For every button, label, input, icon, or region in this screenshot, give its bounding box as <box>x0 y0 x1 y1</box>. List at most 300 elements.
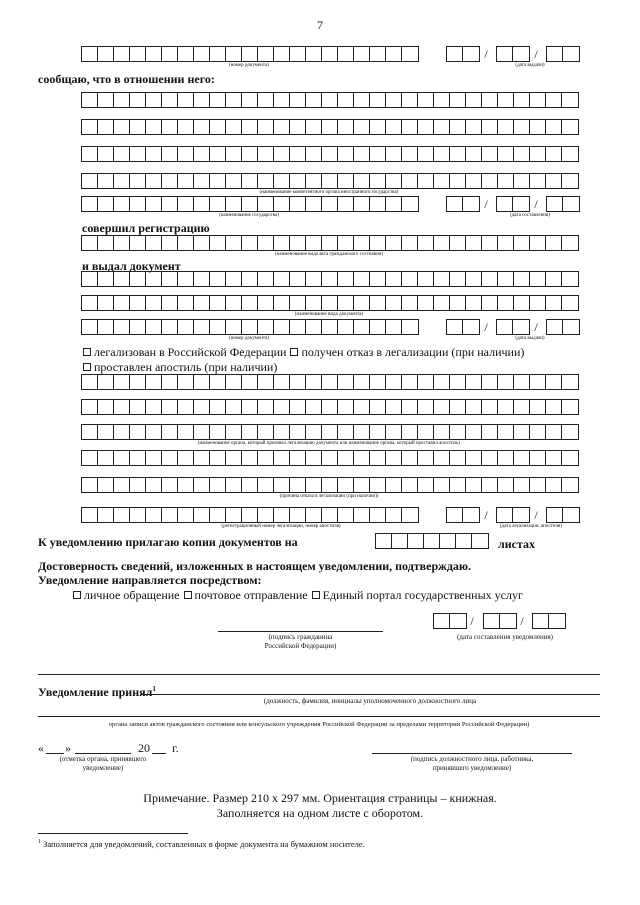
entry-cell[interactable] <box>210 197 226 211</box>
entry-cell[interactable] <box>98 197 114 211</box>
entry-cell[interactable] <box>98 296 114 310</box>
entry-cell[interactable] <box>466 296 482 310</box>
entry-cell[interactable] <box>258 508 274 522</box>
entry-cell[interactable] <box>482 272 498 286</box>
entry-cell[interactable] <box>242 478 258 492</box>
entry-cell[interactable] <box>434 478 450 492</box>
entry-cell[interactable] <box>194 174 210 188</box>
entry-cell[interactable] <box>130 197 146 211</box>
entry-cell[interactable] <box>434 120 450 134</box>
entry-cell[interactable] <box>547 47 563 61</box>
entry-cell[interactable] <box>258 451 274 465</box>
entry-cell[interactable] <box>146 451 162 465</box>
entry-cell[interactable] <box>386 425 402 439</box>
entry-cell[interactable] <box>562 147 578 161</box>
entry-cell[interactable] <box>466 478 482 492</box>
entry-cell[interactable] <box>498 236 514 250</box>
entry-cell[interactable] <box>98 400 114 414</box>
entry-cell[interactable] <box>450 296 466 310</box>
entry-cell[interactable] <box>82 47 98 61</box>
entry-cell[interactable] <box>402 47 418 61</box>
entry-cell[interactable] <box>549 614 565 628</box>
entry-cell[interactable] <box>242 120 258 134</box>
entry-cell[interactable] <box>98 375 114 389</box>
entry-cell[interactable] <box>434 614 450 628</box>
entry-cell[interactable] <box>290 508 306 522</box>
doc-number-grid-2[interactable] <box>81 319 419 335</box>
entry-cell[interactable] <box>162 478 178 492</box>
entry-cell[interactable] <box>290 236 306 250</box>
entry-cell[interactable] <box>322 47 338 61</box>
entry-cell[interactable] <box>450 478 466 492</box>
entry-cell[interactable] <box>178 174 194 188</box>
entry-cell[interactable] <box>402 236 418 250</box>
entry-cell[interactable] <box>114 197 130 211</box>
entry-cell[interactable] <box>354 425 370 439</box>
entry-cell[interactable] <box>258 400 274 414</box>
entry-cell[interactable] <box>562 296 578 310</box>
entry-cell[interactable] <box>386 400 402 414</box>
entry-cell[interactable] <box>354 375 370 389</box>
legalization-year-grid[interactable] <box>546 507 580 523</box>
entry-cell[interactable] <box>386 197 402 211</box>
notice-day-grid[interactable] <box>433 613 467 629</box>
organ-line[interactable] <box>38 716 600 717</box>
entry-cell[interactable] <box>418 236 434 250</box>
entry-cell[interactable] <box>306 197 322 211</box>
day-line[interactable] <box>46 753 64 754</box>
entry-cell[interactable] <box>562 120 578 134</box>
entry-cell[interactable] <box>226 236 242 250</box>
entry-cell[interactable] <box>484 614 500 628</box>
entry-cell[interactable] <box>338 451 354 465</box>
entry-cell[interactable] <box>306 320 322 334</box>
entry-cell[interactable] <box>497 197 513 211</box>
entry-cell[interactable] <box>306 451 322 465</box>
entry-cell[interactable] <box>482 425 498 439</box>
entry-cell[interactable] <box>547 320 563 334</box>
entry-cell[interactable] <box>514 272 530 286</box>
entry-cell[interactable] <box>130 508 146 522</box>
entry-cell[interactable] <box>146 320 162 334</box>
entry-cell[interactable] <box>562 478 578 492</box>
entry-cell[interactable] <box>178 451 194 465</box>
entry-cell[interactable] <box>562 425 578 439</box>
entry-cell[interactable] <box>482 120 498 134</box>
entry-cell[interactable] <box>226 147 242 161</box>
entry-cell[interactable] <box>178 197 194 211</box>
entry-cell[interactable] <box>306 93 322 107</box>
entry-cell[interactable] <box>370 425 386 439</box>
entry-cell[interactable] <box>274 375 290 389</box>
entry-cell[interactable] <box>370 320 386 334</box>
entry-cell[interactable] <box>370 197 386 211</box>
reg-number-grid[interactable] <box>81 507 419 523</box>
state-name-grid[interactable] <box>81 196 419 212</box>
competent-org-row[interactable] <box>81 92 579 108</box>
entry-cell[interactable] <box>354 508 370 522</box>
entry-cell[interactable] <box>162 93 178 107</box>
entry-cell[interactable] <box>386 236 402 250</box>
entry-cell[interactable] <box>530 93 546 107</box>
entry-cell[interactable] <box>130 296 146 310</box>
entry-cell[interactable] <box>386 93 402 107</box>
citizen-signature-line[interactable] <box>218 631 383 632</box>
entry-cell[interactable] <box>98 236 114 250</box>
entry-cell[interactable] <box>562 93 578 107</box>
entry-cell[interactable] <box>242 272 258 286</box>
entry-cell[interactable] <box>530 236 546 250</box>
entry-cell[interactable] <box>498 451 514 465</box>
entry-cell[interactable] <box>258 47 274 61</box>
entry-cell[interactable] <box>434 451 450 465</box>
entry-cell[interactable] <box>306 375 322 389</box>
entry-cell[interactable] <box>178 508 194 522</box>
entry-cell[interactable] <box>322 400 338 414</box>
entry-cell[interactable] <box>146 425 162 439</box>
attach-sheets-grid[interactable] <box>375 533 489 549</box>
entry-cell[interactable] <box>290 478 306 492</box>
entry-cell[interactable] <box>210 508 226 522</box>
entry-cell[interactable] <box>306 174 322 188</box>
entry-cell[interactable] <box>130 147 146 161</box>
entry-cell[interactable] <box>98 120 114 134</box>
entry-cell[interactable] <box>114 93 130 107</box>
entry-cell[interactable] <box>450 400 466 414</box>
entry-cell[interactable] <box>497 47 513 61</box>
entry-cell[interactable] <box>402 147 418 161</box>
entry-cell[interactable] <box>290 451 306 465</box>
entry-cell[interactable] <box>82 478 98 492</box>
entry-cell[interactable] <box>498 147 514 161</box>
entry-cell[interactable] <box>322 120 338 134</box>
entry-cell[interactable] <box>498 296 514 310</box>
entry-cell[interactable] <box>130 478 146 492</box>
entry-cell[interactable] <box>386 478 402 492</box>
entry-cell[interactable] <box>162 451 178 465</box>
entry-cell[interactable] <box>498 93 514 107</box>
entry-cell[interactable] <box>290 174 306 188</box>
entry-cell[interactable] <box>98 478 114 492</box>
entry-cell[interactable] <box>290 320 306 334</box>
entry-cell[interactable] <box>194 236 210 250</box>
entry-cell[interactable] <box>463 320 479 334</box>
entry-cell[interactable] <box>194 478 210 492</box>
entry-cell[interactable] <box>226 272 242 286</box>
entry-cell[interactable] <box>194 93 210 107</box>
entry-cell[interactable] <box>338 47 354 61</box>
entry-cell[interactable] <box>226 451 242 465</box>
entry-cell[interactable] <box>162 508 178 522</box>
entry-cell[interactable] <box>418 93 434 107</box>
entry-cell[interactable] <box>98 147 114 161</box>
entry-cell[interactable] <box>162 147 178 161</box>
entry-cell[interactable] <box>322 93 338 107</box>
entry-cell[interactable] <box>114 508 130 522</box>
entry-cell[interactable] <box>178 120 194 134</box>
entry-cell[interactable] <box>482 174 498 188</box>
entry-cell[interactable] <box>98 174 114 188</box>
entry-cell[interactable] <box>242 425 258 439</box>
entry-cell[interactable] <box>306 400 322 414</box>
entry-cell[interactable] <box>338 93 354 107</box>
entry-cell[interactable] <box>146 197 162 211</box>
entry-cell[interactable] <box>322 375 338 389</box>
entry-cell[interactable] <box>274 400 290 414</box>
entry-cell[interactable] <box>274 120 290 134</box>
entry-cell[interactable] <box>354 120 370 134</box>
competent-org-row[interactable] <box>81 173 579 189</box>
entry-cell[interactable] <box>242 197 258 211</box>
month-line[interactable] <box>75 753 131 754</box>
entry-cell[interactable] <box>178 47 194 61</box>
entry-cell[interactable] <box>146 174 162 188</box>
entry-cell[interactable] <box>98 508 114 522</box>
entry-cell[interactable] <box>402 478 418 492</box>
entry-cell[interactable] <box>370 400 386 414</box>
entry-cell[interactable] <box>456 534 472 548</box>
entry-cell[interactable] <box>418 400 434 414</box>
entry-cell[interactable] <box>466 425 482 439</box>
entry-cell[interactable] <box>130 47 146 61</box>
entry-cell[interactable] <box>386 375 402 389</box>
entry-cell[interactable] <box>130 236 146 250</box>
entry-cell[interactable] <box>146 272 162 286</box>
entry-cell[interactable] <box>210 147 226 161</box>
entry-cell[interactable] <box>563 320 579 334</box>
entry-cell[interactable] <box>274 272 290 286</box>
entry-cell[interactable] <box>274 47 290 61</box>
entry-cell[interactable] <box>386 508 402 522</box>
entry-cell[interactable] <box>500 614 516 628</box>
entry-cell[interactable] <box>497 320 513 334</box>
entry-cell[interactable] <box>354 93 370 107</box>
entry-cell[interactable] <box>370 147 386 161</box>
entry-cell[interactable] <box>146 478 162 492</box>
entry-cell[interactable] <box>450 147 466 161</box>
entry-cell[interactable] <box>338 478 354 492</box>
entry-cell[interactable] <box>146 236 162 250</box>
entry-cell[interactable] <box>482 375 498 389</box>
entry-cell[interactable] <box>338 375 354 389</box>
doc-type-row[interactable] <box>81 295 579 311</box>
entry-cell[interactable] <box>530 478 546 492</box>
entry-cell[interactable] <box>370 174 386 188</box>
refused-checkbox[interactable] <box>290 348 298 356</box>
entry-cell[interactable] <box>210 93 226 107</box>
entry-cell[interactable] <box>513 197 529 211</box>
entry-cell[interactable] <box>338 296 354 310</box>
entry-cell[interactable] <box>274 93 290 107</box>
entry-cell[interactable] <box>354 272 370 286</box>
entry-cell[interactable] <box>402 425 418 439</box>
entry-cell[interactable] <box>562 236 578 250</box>
doc-number-grid[interactable] <box>81 46 419 62</box>
entry-cell[interactable] <box>210 47 226 61</box>
entry-cell[interactable] <box>546 425 562 439</box>
entry-cell[interactable] <box>242 400 258 414</box>
entry-cell[interactable] <box>82 120 98 134</box>
entry-cell[interactable] <box>546 236 562 250</box>
entry-cell[interactable] <box>162 197 178 211</box>
entry-cell[interactable] <box>226 120 242 134</box>
entry-cell[interactable] <box>514 120 530 134</box>
entry-cell[interactable] <box>306 425 322 439</box>
legalization-month-grid[interactable] <box>496 507 530 523</box>
entry-cell[interactable] <box>370 272 386 286</box>
entry-cell[interactable] <box>482 296 498 310</box>
entry-cell[interactable] <box>370 296 386 310</box>
year-line[interactable] <box>152 753 166 754</box>
entry-cell[interactable] <box>386 296 402 310</box>
entry-cell[interactable] <box>402 174 418 188</box>
entry-cell[interactable] <box>306 147 322 161</box>
legalization-org-row[interactable] <box>81 399 579 415</box>
entry-cell[interactable] <box>226 296 242 310</box>
entry-cell[interactable] <box>546 272 562 286</box>
entry-cell[interactable] <box>514 375 530 389</box>
entry-cell[interactable] <box>418 375 434 389</box>
entry-cell[interactable] <box>290 93 306 107</box>
entry-cell[interactable] <box>146 296 162 310</box>
entry-cell[interactable] <box>514 93 530 107</box>
entry-cell[interactable] <box>546 400 562 414</box>
entry-cell[interactable] <box>434 147 450 161</box>
entry-cell[interactable] <box>498 120 514 134</box>
entry-cell[interactable] <box>194 120 210 134</box>
legalization-org-row[interactable] <box>81 424 579 440</box>
entry-cell[interactable] <box>322 174 338 188</box>
entry-cell[interactable] <box>306 508 322 522</box>
entry-cell[interactable] <box>162 375 178 389</box>
entry-cell[interactable] <box>162 236 178 250</box>
entry-cell[interactable] <box>82 147 98 161</box>
entry-cell[interactable] <box>162 272 178 286</box>
entry-cell[interactable] <box>178 272 194 286</box>
entry-cell[interactable] <box>226 174 242 188</box>
entry-cell[interactable] <box>562 451 578 465</box>
entry-cell[interactable] <box>194 197 210 211</box>
entry-cell[interactable] <box>82 197 98 211</box>
entry-cell[interactable] <box>418 478 434 492</box>
entry-cell[interactable] <box>514 425 530 439</box>
entry-cell[interactable] <box>530 272 546 286</box>
entry-cell[interactable] <box>482 400 498 414</box>
entry-cell[interactable] <box>226 47 242 61</box>
entry-cell[interactable] <box>354 451 370 465</box>
entry-cell[interactable] <box>370 478 386 492</box>
entry-cell[interactable] <box>546 93 562 107</box>
entry-cell[interactable] <box>258 320 274 334</box>
entry-cell[interactable] <box>226 320 242 334</box>
entry-cell[interactable] <box>114 147 130 161</box>
entry-cell[interactable] <box>98 47 114 61</box>
entry-cell[interactable] <box>418 174 434 188</box>
entry-cell[interactable] <box>563 47 579 61</box>
entry-cell[interactable] <box>242 174 258 188</box>
entry-cell[interactable] <box>513 320 529 334</box>
entry-cell[interactable] <box>513 47 529 61</box>
entry-cell[interactable] <box>466 400 482 414</box>
entry-cell[interactable] <box>338 236 354 250</box>
act-type-grid[interactable] <box>81 235 579 251</box>
issue-month-grid[interactable] <box>496 46 530 62</box>
apostille-checkbox[interactable] <box>83 363 91 371</box>
entry-cell[interactable] <box>514 236 530 250</box>
entry-cell[interactable] <box>162 120 178 134</box>
entry-cell[interactable] <box>322 236 338 250</box>
entry-cell[interactable] <box>338 272 354 286</box>
entry-cell[interactable] <box>258 272 274 286</box>
entry-cell[interactable] <box>402 375 418 389</box>
entry-cell[interactable] <box>450 120 466 134</box>
entry-cell[interactable] <box>242 93 258 107</box>
entry-cell[interactable] <box>146 93 162 107</box>
entry-cell[interactable] <box>370 93 386 107</box>
entry-cell[interactable] <box>226 425 242 439</box>
entry-cell[interactable] <box>226 197 242 211</box>
refusal-reason-row[interactable] <box>81 450 579 466</box>
entry-cell[interactable] <box>498 375 514 389</box>
entry-cell[interactable] <box>290 375 306 389</box>
entry-cell[interactable] <box>386 272 402 286</box>
entry-cell[interactable] <box>338 147 354 161</box>
entry-cell[interactable] <box>306 120 322 134</box>
entry-cell[interactable] <box>354 174 370 188</box>
entry-cell[interactable] <box>82 451 98 465</box>
entry-cell[interactable] <box>258 236 274 250</box>
entry-cell[interactable] <box>210 425 226 439</box>
entry-cell[interactable] <box>178 93 194 107</box>
entry-cell[interactable] <box>370 120 386 134</box>
entry-cell[interactable] <box>547 508 563 522</box>
entry-cell[interactable] <box>546 147 562 161</box>
entry-cell[interactable] <box>114 425 130 439</box>
refusal-reason-row[interactable] <box>81 477 579 493</box>
entry-cell[interactable] <box>370 451 386 465</box>
entry-cell[interactable] <box>530 400 546 414</box>
entry-cell[interactable] <box>82 236 98 250</box>
entry-cell[interactable] <box>450 272 466 286</box>
entry-cell[interactable] <box>114 272 130 286</box>
entry-cell[interactable] <box>322 320 338 334</box>
entry-cell[interactable] <box>402 93 418 107</box>
entry-cell[interactable] <box>392 534 408 548</box>
entry-cell[interactable] <box>194 508 210 522</box>
compile-day-grid[interactable] <box>446 196 480 212</box>
entry-cell[interactable] <box>434 93 450 107</box>
entry-cell[interactable] <box>447 320 463 334</box>
entry-cell[interactable] <box>194 272 210 286</box>
legalization-day-grid[interactable] <box>446 507 480 523</box>
entry-cell[interactable] <box>242 320 258 334</box>
entry-cell[interactable] <box>290 120 306 134</box>
entry-cell[interactable] <box>546 451 562 465</box>
entry-cell[interactable] <box>82 93 98 107</box>
entry-cell[interactable] <box>114 47 130 61</box>
mail-checkbox[interactable] <box>184 591 192 599</box>
entry-cell[interactable] <box>162 47 178 61</box>
entry-cell[interactable] <box>226 508 242 522</box>
entry-cell[interactable] <box>258 174 274 188</box>
notice-year-grid[interactable] <box>532 613 566 629</box>
entry-cell[interactable] <box>178 296 194 310</box>
entry-cell[interactable] <box>290 272 306 286</box>
entry-cell[interactable] <box>354 296 370 310</box>
entry-cell[interactable] <box>354 47 370 61</box>
entry-cell[interactable] <box>424 534 440 548</box>
entry-cell[interactable] <box>402 320 418 334</box>
